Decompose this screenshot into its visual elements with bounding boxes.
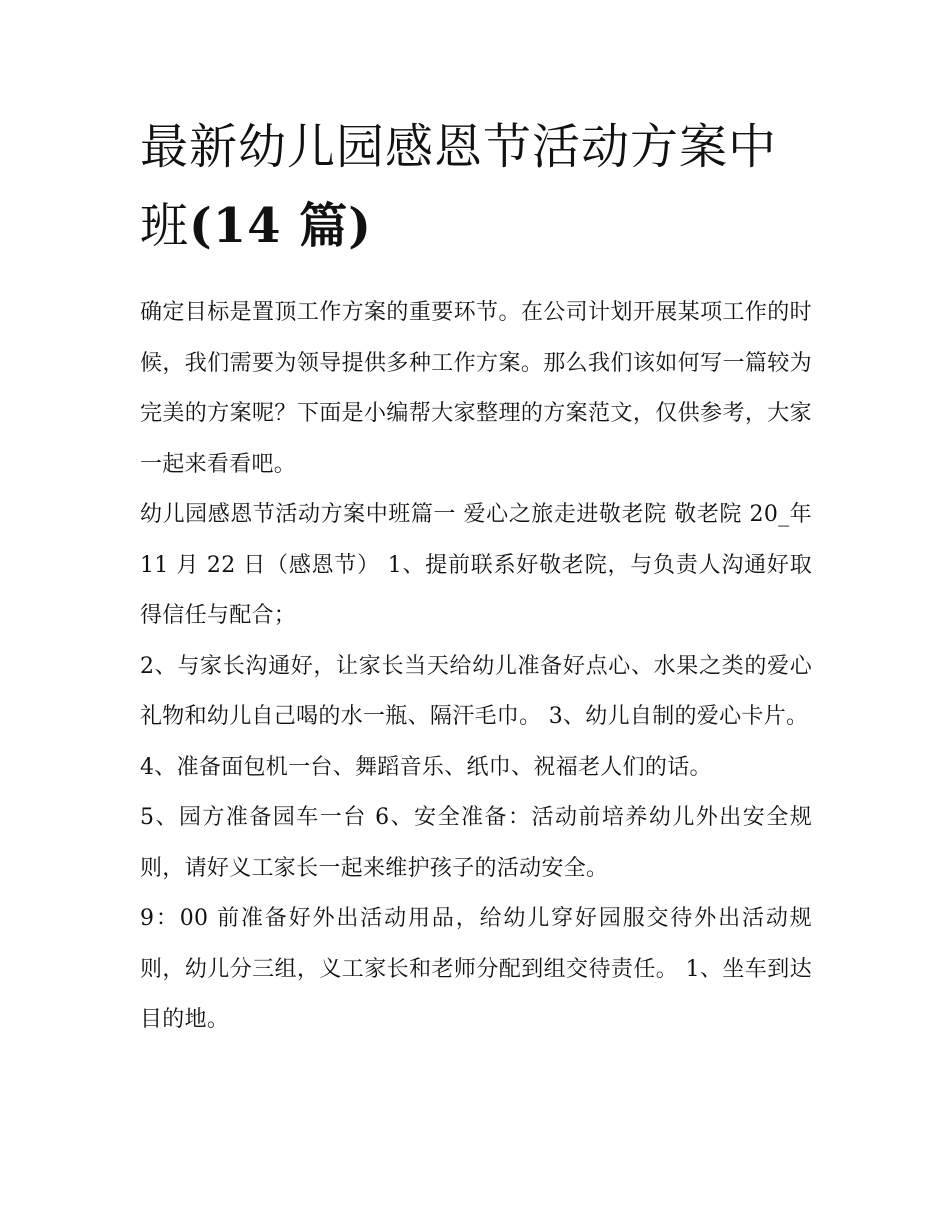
title-line-2-count: (14 篇) xyxy=(189,198,372,254)
body-paragraph: 9：00 前准备好外出活动用品，给幼儿穿好园服交待外出活动规则，幼儿分三组，义工家长和老师分配到组交待责任。 1、坐车到达目的地。 xyxy=(140,906,812,1032)
title-line-1: 最新幼儿园感恩节活动方案中 xyxy=(140,119,778,175)
body-paragraph: 幼儿园感恩节活动方案中班篇一 爱心之旅走进敬老院 敬老院 20_年 11 月 22 日（感恩节） 1、提前联系好敬老院，与负责人沟通好取得信任与配合； xyxy=(140,502,812,628)
body-paragraph: 2、与家长沟通好，让家长当天给幼儿准备好点心、水果之类的爱心礼物和幼儿自己喝的水一瓶、隔汗毛巾。 3、幼儿自制的爱心卡片。 xyxy=(140,653,812,729)
body-paragraph: 5、园方准备园车一台 6、安全准备：活动前培养幼儿外出安全规则，请好义工家长一起来维护孩子的活动安全。 xyxy=(140,805,812,881)
title-line-2-prefix: 班 xyxy=(140,198,190,254)
document-page xyxy=(140,108,812,1046)
intro-paragraph: 确定目标是置顶工作方案的重要环节。在公司计划开展某项工作的时候，我们需要为领导提供多种工作方案。那么我们该如何写一篇较为完美的方案呢？下面是小编帮大家整理的方案范文，仅供参考，大家一起来看看吧。 xyxy=(140,300,812,477)
document-title xyxy=(140,108,812,266)
body-paragraph: 4、准备面包机一台、舞蹈音乐、纸巾、祝福老人们的话。 xyxy=(140,754,712,780)
